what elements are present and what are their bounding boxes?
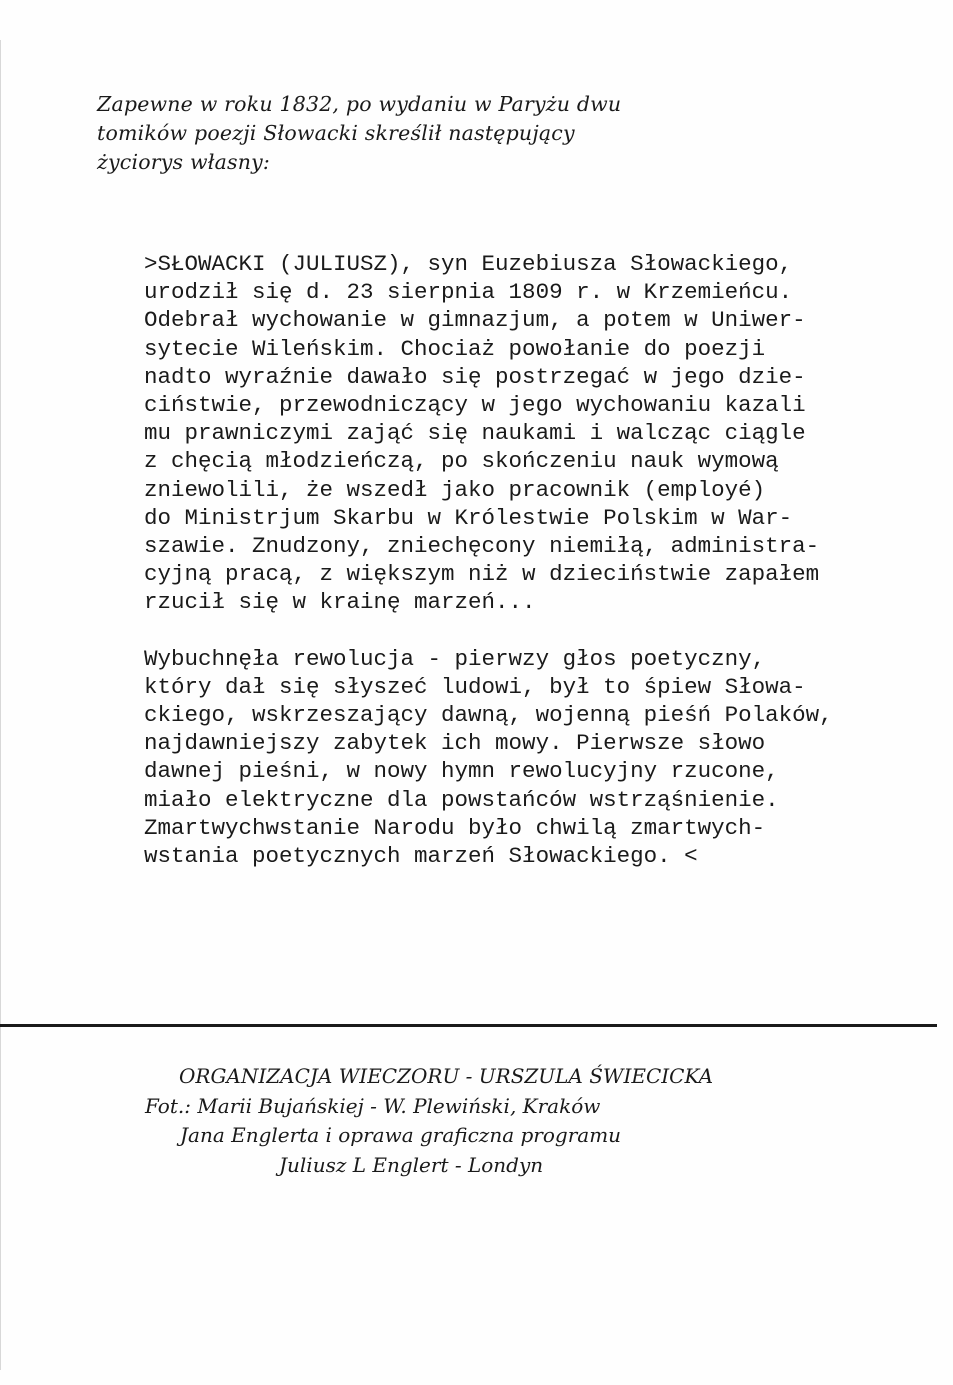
paragraph-spacer [144,617,904,645]
quote-line: cyjną pracą, z większym niż w dzieciństwie zapałem [144,561,820,588]
quote-line: z chęcią młodzieńczą, po skończeniu nauk wymową [144,448,779,475]
quote-line: nadto wyraźnie dawało się postrzegać w jego dzie- [144,363,806,390]
quote-line: ciństwie, przewodniczący w jego wychowaniu kazali [144,392,806,419]
quote-paragraph-2 [144,645,904,871]
quote-line: wstania poetycznych marzeń Słowackiego. < [144,843,698,870]
quote-line: Wybuchnęła rewolucja - pierwzy głos poetyczny, [144,645,766,672]
quote-line: dawnej pieśni, w nowy hymn rewolucyjny rzucone, [144,758,779,785]
quote-line: Odebrał wychowanie w gimnazjum, a potem w Uniwer- [144,307,806,334]
credits-block [0,1062,953,1180]
credits-photos: Fot.: Marii Bujańskiej - W. Plewiński, Kraków [145,1093,601,1118]
intro-line: tomików poezji Słowacki skreślił następujący [97,121,575,145]
quote-line: Zmartwychwstanie Narodu było chwilą zmartwych- [144,814,766,841]
biography-quote [144,250,904,870]
quote-paragraph-1 [144,250,904,617]
quote-line: miało elektryczne dla powstańców wstrząśnienie. [144,786,779,813]
quote-line: do Ministrjum Skarbu w Królestwie Polskim w War- [144,504,793,531]
horizontal-divider [0,1024,937,1027]
quote-line: mu prawniczymi zająć się naukami i walcząc ciągle [144,420,806,447]
quote-line: który dał się słyszeć ludowi, był to śpiew Słowa- [144,673,806,700]
intro-paragraph [97,90,797,177]
credits-author: Juliusz L Englert - Londyn [279,1152,544,1177]
quote-line: rzucił się w krainę marzeń... [144,589,536,616]
quote-line: >SŁOWACKI (JULIUSZ), syn Euzebiusza Słowackiego, [144,251,793,277]
quote-line: ckiego, wskrzeszający dawną, wojenną pieśń Polaków, [144,702,833,729]
quote-line: urodził się d. 23 sierpnia 1809 r. w Krzemieńcu. [144,279,793,306]
quote-line: zniewolili, że wszedł jako pracownik (employé) [144,476,766,503]
quote-line: najdawniejszy zabytek ich mowy. Pierwsze słowo [144,730,766,757]
credits-organization: ORGANIZACJA WIECZORU - URSZULA ŚWIECICKA [179,1064,714,1088]
credits-graphic-design: Jana Englerta i oprawa graficzna programu [180,1123,622,1147]
intro-line: życiorys własny: [97,150,271,174]
intro-line: Zapewne w roku 1832, po wydaniu w Paryżu dwu [97,92,622,116]
quote-line: sytecie Wileńskim. Chociaż powołanie do poezji [144,335,766,362]
quote-line: szawie. Znudzony, zniechęcony niemiłą, administra- [144,533,820,560]
